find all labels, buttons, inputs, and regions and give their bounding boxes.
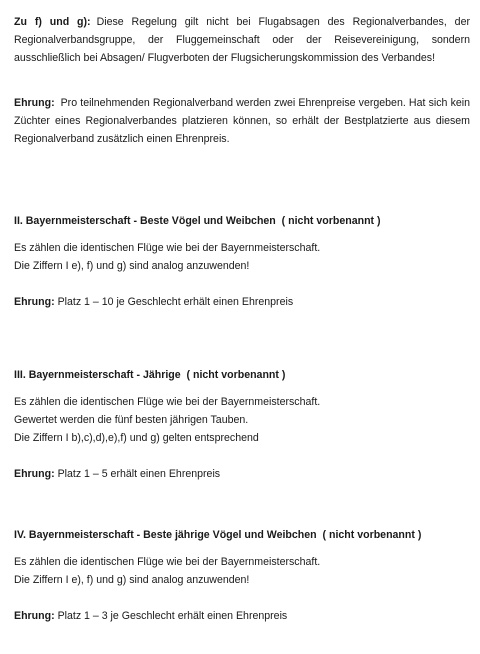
section-ehrung: Ehrung: Platz 1 – 10 je Geschlecht erhält einen Ehrenpreis [14, 296, 294, 308]
section-line: Es zählen die identischen Flüge wie bei der Bayernmeisterschaft. [14, 556, 321, 568]
section-line: Die Ziffern I e), f) und g) sind analog anzuwenden! [14, 574, 250, 586]
section-ii [14, 212, 470, 311]
section-ehrung: Ehrung: Platz 1 – 3 je Geschlecht erhält einen Ehrenpreis [14, 610, 288, 622]
section-iii [14, 366, 470, 483]
section-heading: IV. Bayernmeisterschaft - Beste jährige Vögel und Weibchen ( nicht vorbenannt ) [14, 529, 422, 541]
ehrung-regional-paragraph [14, 94, 470, 148]
intro-text: Diese Regelung gilt nicht bei Flugabsagen des Regionalverbandes, der Regionalverbandsgruppe, der Fluggemeinschaft oder der Reisevereinigung, sondern ausschließlich bei Absagen/ Flugverboten der Flugsicherungskommission des Verbandes! [14, 16, 470, 64]
section-note: ( nicht vorbenannt ) [281, 215, 381, 227]
section-line: Die Ziffern I b),c),d),e),f) und g) gelten entsprechend [14, 432, 259, 444]
ehrung-text: Pro teilnehmenden Regionalverband werden zwei Ehrenpreise vergeben. Hat sich kein Züchter eines Regionalverbandes platzieren können, so erhält der Bestplatzierte aus diesem Regionalverband zusätzlich einen Ehrenpreis. [14, 97, 470, 145]
ehrung-label: Ehrung: [14, 97, 55, 109]
section-line: Es zählen die identischen Flüge wie bei der Bayernmeisterschaft. [14, 242, 321, 254]
section-iv [14, 526, 470, 625]
intro-label: Zu f) und g): [14, 16, 91, 28]
section-heading: II. Bayernmeisterschaft - Beste Vögel und Weibchen ( nicht vorbenannt ) [14, 215, 381, 227]
section-line: Es zählen die identischen Flüge wie bei der Bayernmeisterschaft. [14, 396, 321, 408]
section-note: ( nicht vorbenannt ) [186, 369, 286, 381]
section-line: Die Ziffern I e), f) und g) sind analog anzuwenden! [14, 260, 250, 272]
section-line: Gewertet werden die fünf besten jährigen Tauben. [14, 414, 249, 426]
intro-paragraph [14, 13, 470, 67]
section-note: ( nicht vorbenannt ) [322, 529, 422, 541]
section-heading: III. Bayernmeisterschaft - Jährige ( nicht vorbenannt ) [14, 369, 286, 381]
section-ehrung: Ehrung: Platz 1 – 5 erhält einen Ehrenpreis [14, 468, 221, 480]
